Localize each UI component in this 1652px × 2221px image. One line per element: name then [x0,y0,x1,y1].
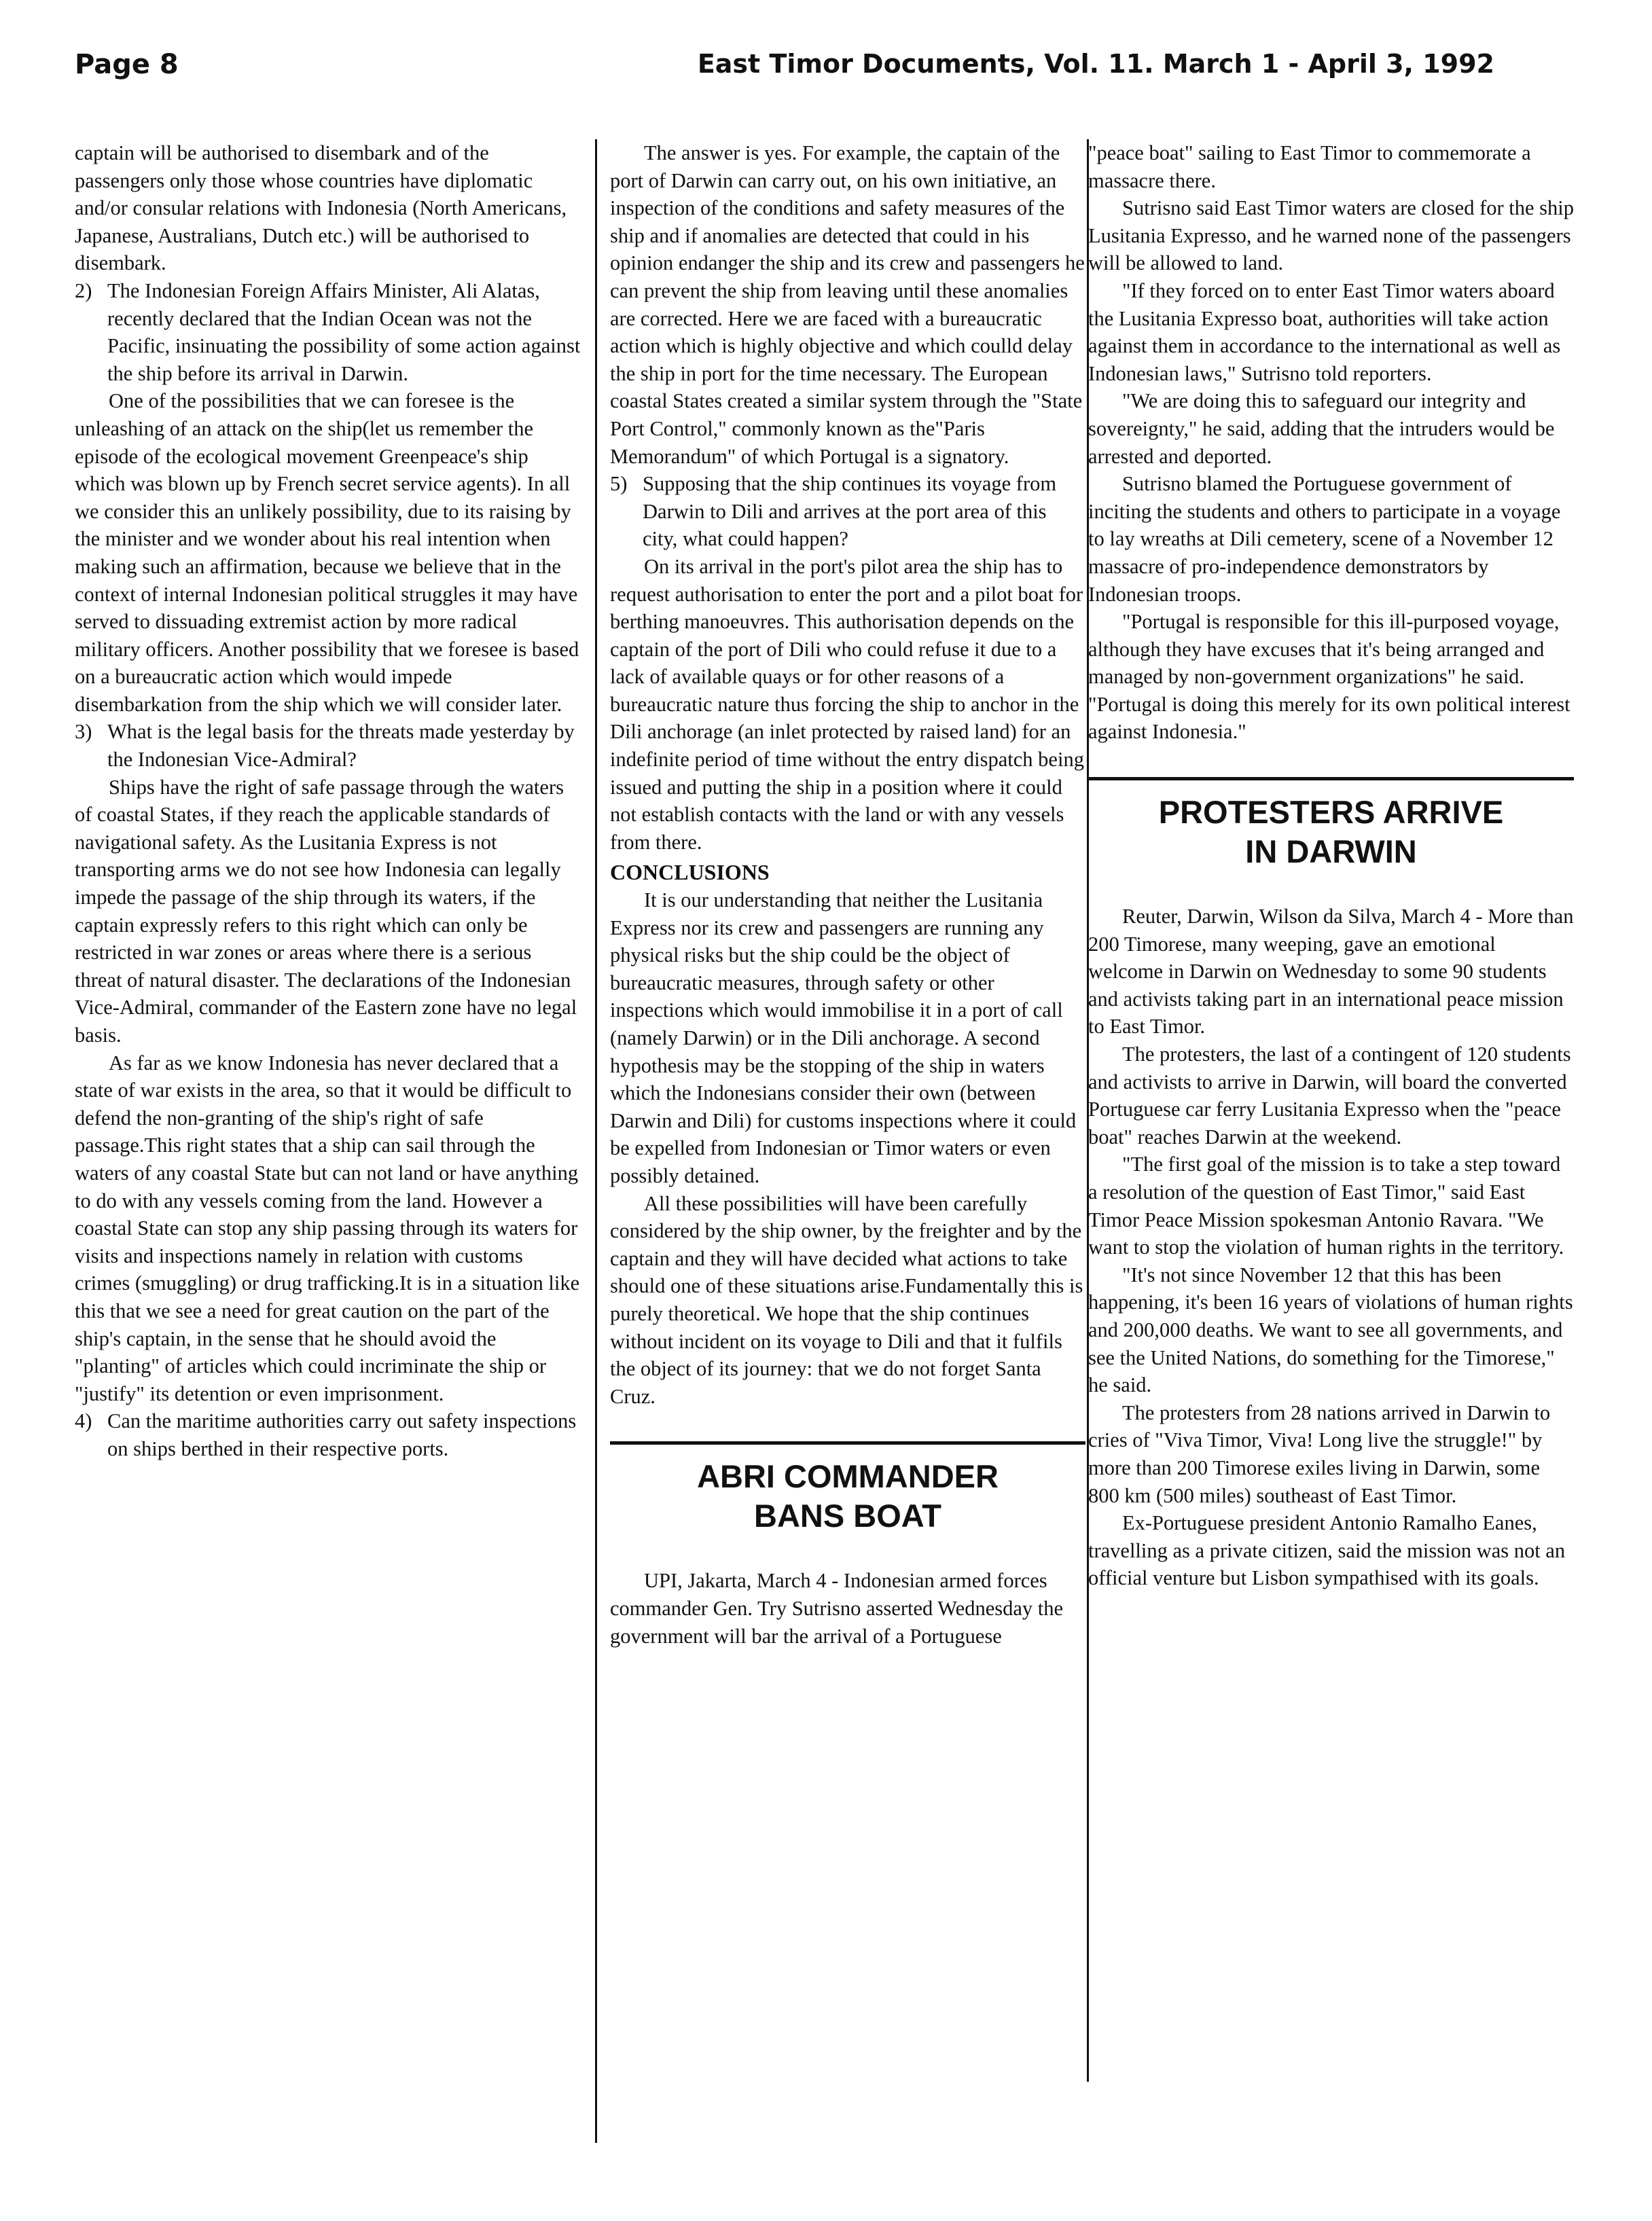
page-number: Page 8 [75,49,179,80]
numbered-item-2 [75,277,581,387]
paragraph: One of the possibilities that we can foresee is the unleashing of an attack on the ship(let us remember the episode of the ecological movement Greenpeace's ship which was blown up by French secret service agents). In all we consider this an unlikely possibility, due to its raising by the minister and we wonder about his real intention when making such an affirmation, because we believe that in the context of internal Indonesian political struggles it may have served to dissuading extremist action by more radical military officers. Another possibility that we foresee is based on a bureaucratic action which would impede disembarkation from the ship which we will consider later. [75,389,579,716]
paragraph: The protesters from 28 nations arrived in Darwin to cries of "Viva Timor, Viva! Long live the struggle!" by more than 200 Timorese exiles living in Darwin, some 800 km (500 miles) southeast of East Timor. [1088,1401,1551,1507]
paragraph: "We are doing this to safeguard our integrity and sovereignty," he said, adding that the intruders would be arrested and deported. [1088,389,1555,468]
numbered-item-3 [75,718,581,773]
paragraph: The protesters, the last of a contingent of 120 students and activists to arrive in Darwin, will board the converted Portuguese car ferry Lusitania Expresso when the "peace boat" reaches Darwin at the weekend. [1088,1043,1571,1149]
paragraph: Reuter, Darwin, Wilson da Silva, March 4 - More than 200 Timorese, many weeping, gave an emotional welcome in Darwin on Wednesday to some 90 students and activists taking part in an international peace mission to East Timor. [1088,905,1574,1039]
column-divider-left [595,139,597,2143]
item-number: 4) [75,1409,92,1433]
item-text: Supposing that the ship continues its voyage from Darwin to Dili and arrives at the port area of this city, what could happen? [643,472,1057,551]
item-text: The Indonesian Foreign Affairs Minister, Ali Alatas, recently declared that the Indian Ocean was not the Pacific, insinuating the possibility of some action against the ship before its arrival in Darwin. [107,278,581,385]
paragraph: "peace boat" sailing to East Timor to commemorate a massacre there. [1088,141,1531,192]
headline-line: ABRI COMMANDER [697,1458,999,1495]
item-number: 5) [610,472,628,496]
item-number: 2) [75,278,92,302]
paragraph: Sutrisno said East Timor waters are closed for the ship Lusitania Expresso, and he warned none of the passengers will be allowed to land. [1088,196,1574,275]
item-text: What is the legal basis for the threats made yesterday by the Indonesian Vice-Admiral? [107,720,575,772]
paragraph: Ex-Portuguese president Antonio Ramalho Eanes, travelling as a private citizen, said the mission was not an official venture but Lisbon sympathised with its goals. [1088,1511,1566,1590]
paragraph: "If they forced on to enter East Timor waters aboard the Lusitania Expresso boat, authorities will take action against them in accordance to the international as well as Indonesian laws," Sutrisno told reporters. [1088,278,1561,385]
paragraph: "It's not since November 12 that this has been happening, it's been 16 years of violations of human rights and 200,000 deaths. We want to see all governments, and see the United Nations, do something for the Timorese," he said. [1088,1263,1573,1397]
paragraph: Sutrisno blamed the Portuguese government of inciting the students and others to participate in a voyage to lay wreaths at Dili cemetery, scene of a November 12 massacre of pro-independence demonstrators by Indonesian troops. [1088,472,1561,606]
headline-line: PROTESTERS ARRIVE [1158,794,1504,831]
item-text: Can the maritime authorities carry out safety inspections on ships berthed in their respective ports. [107,1409,577,1460]
paragraph: It is our understanding that neither the Lusitania Express nor its crew and passengers are running any physical risks but the ship could be the object of bureaucratic measures, through safety or other inspections which would immobilise it in a port of call (namely Darwin) or in the Dili anchorage. A second hypothesis may be the stopping of the ship in waters which the Indonesians consider their own (between Darwin and Dili) for customs inspections where it could be expelled from Indonesian or Timor waters or even possibly detained. [610,888,1077,1187]
article-headline-protesters [1088,793,1574,871]
column-middle [610,139,1085,1650]
paragraph: "Portugal is responsible for this ill-purposed voyage, although they have excuses that it's being arranged and managed by non-government organizations" he said. "Portugal is doing this merely for its own political interest against Indonesia." [1088,610,1570,744]
paragraph: On its arrival in the port's pilot area the ship has to request authorisation to enter the port and a pilot boat for berthing manoeuvres. This authorisation depends on the captain of the port of Dili who could refuse it due to a lack of available quays or for other reasons of a bureaucratic nature thus forcing the ship to anchor in the Dili anchorage (an inlet protected by raised land) for an indefinite period of time without the entry dispatch being issued and putting the ship in a position where it could not establish contacts with the land or with any vessels from there. [610,554,1084,854]
paragraph: All these possibilities will have been carefully considered by the ship owner, by the freighter and by the captain and they will have decided what actions to take should one of these situations arise.Fundamentally this is purely theoretical. We hope that the ship continues without incident on its voyage to Dili and that it fulfils the object of its journey: that we do not forget Santa Cruz. [610,1191,1083,1408]
paragraph: The answer is yes. For example, the captain of the port of Darwin can carry out, on his own initiative, an inspection of the conditions and safety measures of the ship and if anomalies are detected that could in his opinion endanger the ship and its crew and passengers he can prevent the ship from leaving until these anomalies are corrected. Here we are faced with a bureaucratic action which is highly objective and which coulld delay the ship in port for the time necessary. The European coastal States created a similar system through the "State Port Control," commonly known as the"Paris Memorandum" of which Portugal is a signatory. [610,141,1085,468]
headline-line: BANS BOAT [754,1498,941,1534]
section-rule [610,1441,1085,1445]
publication-header: East Timor Documents, Vol. 11. March 1 - April 3, 1992 [697,49,1494,79]
headline-line: IN DARWIN [1245,833,1417,870]
paragraph: Ships have the right of safe passage through the waters of coastal States, if they reach the applicable standards of navigational safety. As the Lusitania Express is not transporting arms we do not see how Indonesia can legally impede the passage of the ship through its waters, if the captain expressly refers to this right which can only be restricted in war zones or areas where there is a serious threat of natural disaster. The declarations of the Indonesian Vice-Admiral, commander of the Eastern zone have no legal basis. [75,775,577,1047]
paragraph: captain will be authorised to disembark and of the passengers only those whose countries have diplomatic and/or consular relations with Indonesia (North Americans, Japanese, Australians, Dutch etc.) will be authorised to disembark. [75,141,567,275]
paragraph: As far as we know Indonesia has never declared that a state of war exists in the area, so that it would be difficult to defend the non-granting of the ship's right of safe passage.This right states that a ship can sail through the waters of any coastal State but can not land or have anything to do with any vessels coming from the land. However a coastal State can stop any ship passing through its waters for visits and inspections namely in relation with customs crimes (smuggling) or drug trafficking.It is in a situation like this that we see a need for great caution on the part of the ship's captain, in the sense that he should avoid the "planting" of articles which could incriminate the ship or "justify" its detention or even imprisonment. [75,1051,580,1405]
numbered-item-4 [75,1407,581,1462]
section-rule [1088,777,1574,780]
paragraph: "The first goal of the mission is to take a step toward a resolution of the question of East Timor," said East Timor Peace Mission spokesman Antonio Ravara. "We want to stop the violation of human rights in the territory. [1088,1153,1564,1259]
paragraph: UPI, Jakarta, March 4 - Indonesian armed forces commander Gen. Try Sutrisno asserted Wednesday the government will bar the arrival of a Portuguese [610,1569,1064,1648]
section-heading-conclusions: CONCLUSIONS [610,860,770,885]
column-left [75,139,581,1463]
item-number: 3) [75,720,92,744]
numbered-item-5 [610,470,1085,553]
article-headline-abri [610,1457,1085,1536]
column-right [1088,139,1574,1592]
